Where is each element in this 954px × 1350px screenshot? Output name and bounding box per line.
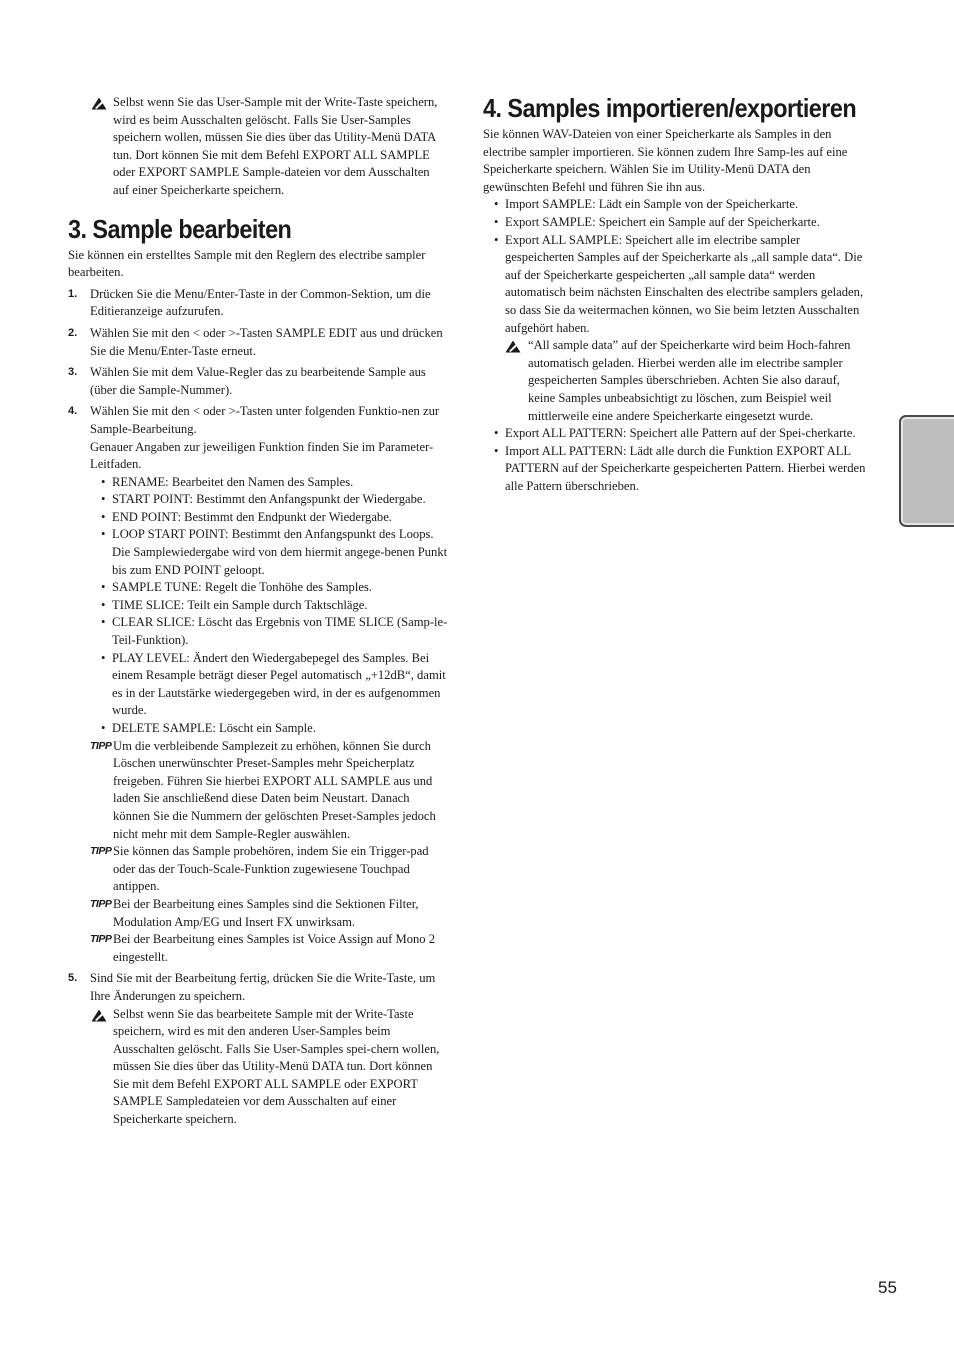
list-item: • START POINT: Bestimmt den Anfangspunkt der Wiedergabe.: [90, 491, 448, 509]
list-item: • END POINT: Bestimmt den Endpunkt der Wiedergabe.: [90, 509, 448, 527]
step-number: 3.: [68, 366, 78, 379]
function-list: [90, 474, 448, 738]
tip-text: Bei der Bearbeitung eines Samples sind die Sektionen Filter, Modulation Amp/EG und Insert FX unwirksam.: [113, 896, 419, 929]
step-text: Drücken Sie die Menu/Enter-Taste in der Common-Sektion, um die Editieranzeige aufzurufen.: [90, 286, 431, 319]
right-column: [483, 94, 868, 495]
chapter-tab-marker: [899, 415, 954, 527]
section4-heading: 4. Samples importieren/exportieren: [483, 93, 857, 123]
step5-note-text: Selbst wenn Sie das bearbeitete Sample mit der Write-Taste speichern, wird es mit den anderen User-Samples beim Ausschalten gelöscht. Falls Sie User-Samples spei-chern wollen, müssen Sie dies über das Utility-Menü DATA tun. Dort können Sie mit dem Befehl EXPORT ALL SAMPLE oder EXPORT SAMPLE Sampledateien vor dem Ausschalten auf einer Speicherkarte speichern.: [113, 1006, 440, 1127]
top-note-text: Selbst wenn Sie das User-Sample mit der Write-Taste speichern, wird es beim Ausschalten gelöscht. Falls Sie User-Samples speichern wollen, müssen Sie dies über das Utility-Menü DATA tun. Dort können Sie mit dem Befehl EXPORT ALL SAMPLE oder EXPORT SAMPLE Sample-dateien vor dem Ausschalten auf einer Speicherkarte speichern.: [113, 95, 438, 197]
list-item: [483, 232, 868, 426]
step-item: [68, 364, 448, 399]
list-item: • SAMPLE TUNE: Regelt die Tonhöhe des Samples.: [90, 579, 448, 597]
tipp-label: TIPP: [90, 933, 112, 946]
step-text-extra: Genauer Angaben zur jeweiligen Funktion finden Sie im Parameter-Leitfaden.: [90, 439, 434, 472]
step5-warning-note: [68, 1006, 448, 1129]
step-number: 1.: [68, 287, 78, 300]
section4-intro: Sie können WAV-Dateien von einer Speicherkarte als Samples in den electribe sampler importieren. Sie können zudem Ihre Samp-les auf eine Speicherkarte speichern. Wählen Sie im Utility-Menü DATA den gewünschten Befehl und führen Sie ihn aus.: [483, 127, 848, 194]
warning-icon: [91, 1009, 107, 1022]
section4-list: [483, 196, 868, 495]
left-column: [68, 94, 448, 1133]
section3-heading: 3. Sample bearbeiten: [68, 213, 292, 244]
step-number: 5.: [68, 972, 78, 985]
tipp-label: TIPP: [90, 845, 112, 858]
list-item: • TIME SLICE: Teilt ein Sample durch Taktschläge.: [90, 597, 448, 615]
list-item: • Export ALL PATTERN: Speichert alle Pattern auf der Spei-cherkarte.: [483, 425, 868, 443]
tip-text: Um die verbleibende Samplezeit zu erhöhen, können Sie durch Löschen unerwünschter Preset-Samples mehr Speicherplatz freigeben. Führen Sie hierbei EXPORT ALL SAMPLE aus und laden Sie anschließend diese Daten beim Neustart. Danach können Sie die Nummern der gelöschten Preset-Samples jedoch nicht mehr mit dem Sample-Regler auswählen.: [113, 738, 436, 841]
list-item: • Import ALL PATTERN: Lädt alle durch die Funktion EXPORT ALL PATTERN auf der Speicherkarte gespeicherten Pattern. Hierbei werden alle Pattern überschrieben.: [483, 443, 868, 496]
step-text: Sind Sie mit der Bearbeitung fertig, drücken Sie die Write-Taste, um Ihre Änderungen zu speichern.: [90, 971, 436, 1003]
step-item: [68, 325, 448, 360]
tipp-label: TIPP: [90, 739, 112, 752]
section4-warning-note: [505, 337, 868, 425]
list-item-text: Export ALL SAMPLE: Speichert alle im electribe sampler gespeicherten Samples auf der Speicherkarte als „all sample data“. Die auf der Speicherkarte gespeicherten „all sample data“ werden automatisch beim nächsten Einschalten des electribe samplers geladen, so dass Sie da weitermachen können, wo Sie beim letzten Ausschalten aufgehört haben.: [505, 232, 864, 335]
page-number: 55: [878, 1278, 897, 1297]
step-item: [68, 970, 448, 1128]
top-warning-note: [68, 94, 448, 200]
step-number: 2.: [68, 326, 78, 339]
step-text: Wählen Sie mit dem Value-Regler das zu bearbeitende Sample aus (über die Sample-Nummer).: [90, 365, 426, 397]
section3-intro: Sie können ein erstelltes Sample mit den Reglern des electribe sampler bearbeiten.: [68, 247, 426, 280]
tip-block: [68, 843, 448, 896]
list-item: • RENAME: Bearbeitet den Namen des Samples.: [90, 474, 448, 492]
warning-icon: [505, 340, 521, 353]
list-item: • CLEAR SLICE: Löscht das Ergebnis von TIME SLICE (Samp-le-Teil-Funktion).: [90, 614, 448, 649]
list-item: • PLAY LEVEL: Ändert den Wiedergabepegel des Samples. Bei einem Resample beträgt dieser Pegel automatisch „+12dB“, damit es in der Lautstärke wiedergegeben wird, in der es aufgenommen wurde.: [90, 650, 448, 720]
tip-text: Bei der Bearbeitung eines Samples ist Voice Assign auf Mono 2 eingestellt.: [113, 932, 436, 964]
list-item: • DELETE SAMPLE: Löscht ein Sample.: [90, 720, 448, 738]
warning-icon: [91, 97, 107, 110]
step-item: [68, 403, 448, 966]
list-item: • LOOP START POINT: Bestimmt den Anfangspunkt des Loops. Die Samplewiedergabe wird von dem hiermit angege-benen Punkt bis zum END POINT geloopt.: [90, 526, 448, 579]
section4-note-text: “All sample data” auf der Speicherkarte wird beim Hoch-fahren automatisch geladen. Hierbei werden alle im electribe sampler gespeicherten Samples überschrieben. Achten Sie also darauf, keine Samples unbeabsichtigt zu löschen, zum Beispiel weil mittlerweile eine andere Speicherkarte eingesetzt wurde.: [528, 338, 851, 423]
list-item: • Import SAMPLE: Lädt ein Sample von der Speicherkarte.: [483, 196, 868, 214]
tip-block: [68, 931, 448, 966]
tipp-label: TIPP: [90, 897, 112, 910]
tip-block: [68, 738, 448, 844]
step-number: 4.: [68, 405, 78, 418]
step-text: Wählen Sie mit den < oder >-Tasten unter folgenden Funktio-nen zur Sample-Bearbeitung.: [90, 404, 440, 436]
section3-steps: [68, 286, 448, 1129]
step-item: [68, 286, 448, 321]
tip-block: [68, 896, 448, 931]
tip-text: Sie können das Sample probehören, indem Sie ein Trigger-pad oder das der Touch-Scale-Funktion zugewiesene Touchpad antippen.: [113, 844, 429, 894]
step-text: Wählen Sie mit den < oder >-Tasten SAMPLE EDIT aus und drücken Sie die Menu/Enter-Taste erneut.: [90, 325, 443, 358]
list-item: • Export SAMPLE: Speichert ein Sample auf der Speicherkarte.: [483, 214, 868, 232]
